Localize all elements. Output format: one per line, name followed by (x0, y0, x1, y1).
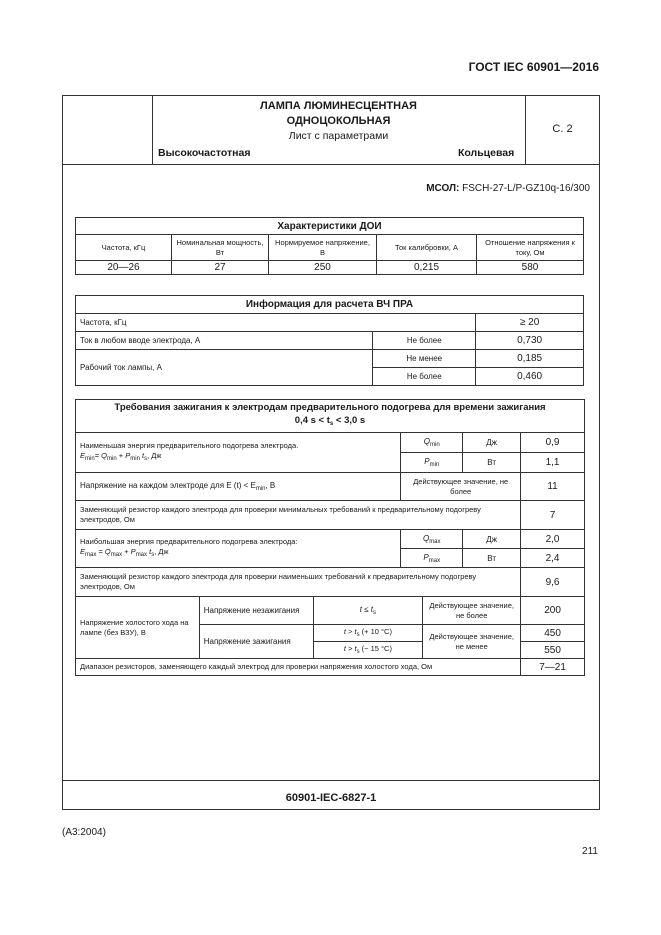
hf-working-max-condition: Не более (373, 368, 476, 386)
ignition-condition-cold: $t > t_s$ (− 15 °C) (313, 642, 423, 659)
non-ignition-label: Напряжение незажигания (199, 597, 313, 625)
rsub-max-value: 9,6 (521, 568, 585, 597)
rsub-min-value: 7 (521, 501, 585, 530)
lamp-type-right: Кольцевая (458, 147, 515, 159)
q-max-unit: Дж (463, 530, 521, 549)
lamp-type-left: Высокочастотная (158, 147, 251, 159)
rsub-max-label: Заменяющий резистор каждого электрода для проверки наименьших требований к предварительному подогреву электродов, Ом (76, 568, 521, 597)
hf-current-condition: Не более (373, 332, 476, 350)
doi-value-frequency: 20—26 (76, 261, 172, 275)
hf-current-label: Ток в любом вводе электрода, А (76, 332, 373, 350)
standard-number: ГОСТ IEC 60901—2016 (468, 60, 599, 74)
ignition-table (75, 399, 585, 676)
p-min-unit: Вт (463, 453, 521, 473)
doi-value-power: 27 (172, 261, 269, 275)
hf-table (75, 295, 584, 386)
p-max-symbol: $P_{max}$ (401, 549, 463, 568)
hf-frequency-value: ≥ 20 (476, 314, 584, 332)
doi-header-ratio: Отношение напряжения к току, Ом (477, 235, 584, 261)
q-min-value: 0,9 (521, 433, 585, 453)
electrode-voltage-condition: Действующее значение, не более (401, 473, 521, 501)
non-ignition-type: Действующее значение, не более (423, 597, 521, 625)
ignition-title (76, 400, 585, 433)
electrode-voltage-label: Напряжение на каждом электроде для E $(t) < E_{min}$, В (76, 473, 401, 501)
page-number: 211 (582, 846, 598, 857)
sheet-title-line2: ОДНОЦОКОЛЬНАЯ (286, 115, 391, 127)
emax-formula: $E_{max} = Q_{max} + P_{max}$ $t_s$, Дж (80, 547, 169, 558)
q-max-symbol: $Q_{max}$ (401, 530, 463, 549)
amendment-note: (A3:2004) (62, 827, 106, 838)
q-min-symbol: $Q_{min}$ (401, 433, 463, 453)
doi-value-ratio: 580 (477, 261, 584, 275)
sheet-header (62, 95, 600, 165)
open-circuit-voltage-label: Напряжение холостого хода на лампе (без ВЗУ), В (76, 597, 200, 659)
msol-label: МСОЛ: (426, 183, 460, 194)
doi-header-frequency: Частота, кГц (76, 235, 172, 261)
hf-working-max-value: 0,460 (476, 368, 584, 386)
emax-label: Наибольшая энергия предварительного подогрева электрода: $E_{max} = Q_{max} + P_{max}$ $t_s$, Дж (76, 530, 401, 568)
electrode-voltage-value: 11 (521, 473, 585, 501)
sheet-title-line1: ЛАМПА ЛЮМИНЕСЦЕНТНАЯ (260, 100, 417, 112)
ignition-title-line2: 0,4 $s < t_s < 3,0$ s (294, 415, 366, 427)
hf-working-min-value: 0,185 (476, 350, 584, 368)
doi-value-current: 0,215 (377, 261, 477, 275)
doi-header-voltage: Нормируемое напряжение, В (269, 235, 377, 261)
ignition-value-cold: 550 (521, 642, 585, 659)
doi-header-current: Ток калибровки, А (377, 235, 477, 261)
ignition-condition-warm: $t > t_s$ (+ 10 °C) (313, 625, 423, 642)
hf-frequency-label: Частота, кГц (76, 314, 476, 332)
doi-header-power: Номинальная мощность, Вт (172, 235, 269, 261)
hf-working-label: Рабочий ток лампы, А (76, 350, 373, 386)
emin-label: Наименьшая энергия предварительного подогрева электрода. $E_{min}= Q_{min} + P_{min}$ $t_s$, Дж (76, 433, 401, 473)
hf-working-min-condition: Не менее (373, 350, 476, 368)
non-ignition-value: 200 (521, 597, 585, 625)
p-max-unit: Вт (463, 549, 521, 568)
p-min-value: 1,1 (521, 453, 585, 473)
resistor-range-value: 7—21 (521, 659, 585, 676)
q-min-unit: Дж (463, 433, 521, 453)
doi-value-voltage: 250 (269, 261, 377, 275)
hf-current-value: 0,730 (476, 332, 584, 350)
ignition-value-warm: 450 (521, 625, 585, 642)
ignition-voltage-label: Напряжение зажигания (199, 625, 313, 659)
resistor-range-label: Диапазон резисторов, заменяющего каждый электрод для проверки напряжения холостого хода, Ом (76, 659, 521, 676)
msol-value: FSCH-27-L/P-GZ10q-16/300 (462, 183, 590, 194)
sheet-page-label: С. 2 (552, 123, 573, 135)
non-ignition-condition: $t \le t_s$ (313, 597, 423, 625)
doi-table (75, 217, 584, 275)
sheet-subtitle: Лист с параметрами (288, 130, 389, 142)
rsub-min-label: Заменяющий резистор каждого электрода для проверки минимальных требований к предварительному подогреву электродов, Ом (76, 501, 521, 530)
p-max-value: 2,4 (521, 549, 585, 568)
msol-designation (426, 183, 590, 194)
q-max-value: 2,0 (521, 530, 585, 549)
footer-divider (62, 780, 600, 781)
p-min-symbol: $P_{min}$ (401, 453, 463, 473)
hf-title: Информация для расчета ВЧ ПРА (76, 296, 584, 314)
emin-formula: $E_{min}= Q_{min} + P_{min}$ $t_s$, Дж (80, 451, 162, 462)
ignition-type: Действующее значение, не менее (423, 625, 521, 659)
ignition-title-line1: Требования зажигания к электродам предварительного подогрева для времени зажигания (114, 402, 546, 413)
sheet-identifier: 60901-IEC-6827-1 (285, 792, 377, 804)
doi-title: Характеристики ДОИ (76, 218, 584, 235)
